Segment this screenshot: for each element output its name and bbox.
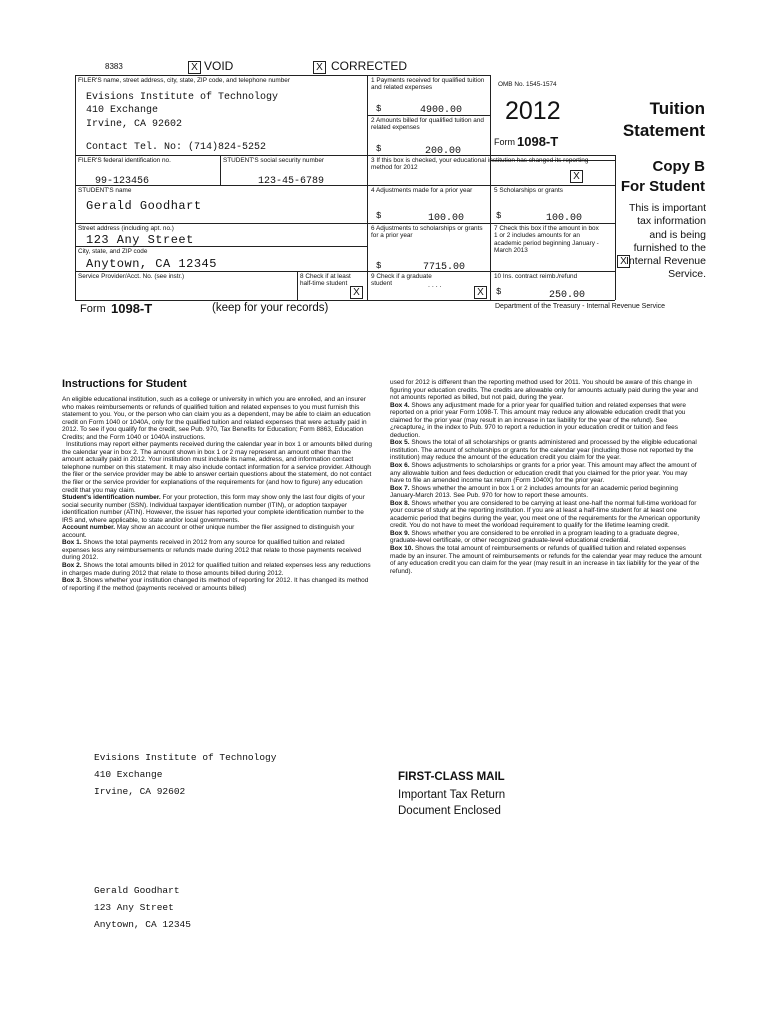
box3-checkbox[interactable]: X <box>570 170 583 183</box>
instr-box2-head: Box 2. <box>62 562 82 570</box>
instr-box5: Box 5. Shows the total of all scholarships or grants administered and processed by the eligible educational institution. The amount of scholarships or grants for the calendar year (including those not reported by the institution) may reduce the amount of the education credit you claim for the year. <box>390 439 697 462</box>
instr-box9: Box 9. Shows whether you are considered to be enrolled in a program leading to a graduate degree, graduate-level certificate, or other recognized graduate-level educational credential. <box>390 529 680 545</box>
box5-label: 5 Scholarships or grants <box>494 187 563 194</box>
instr-box8-head: Box 8. <box>390 499 410 507</box>
filer-label: FILER'S name, street address, city, state, ZIP code, and telephone number <box>78 77 290 84</box>
instr-box6: Box 6. Shows adjustments to scholarships or grants for a prior year. This amount may affect the amount of any allowable tuition and fees deduction or education credit that you claimed for the prior year. You may have to file an amended income tax return (Form 1040X) for the prior year. <box>390 462 697 485</box>
box1-label: 1 Payments received for qualified tuition and related expenses <box>371 77 485 92</box>
instr-sin: Student's identification number. For your protection, this form may show only the last four digits of your social security number (SSN). Individual taxpayer identification number (ITIN), or adoption taxpayer identification number (ATIN). However, the issuer has reported your complete identification number to the IRS and, where applicable, to state and/or local governments. <box>62 494 365 524</box>
tax-year: 2012 <box>505 97 561 125</box>
instr-box3-cont: used for 2012 is different than the reporting method used for 2011. You should be aware of this change in figuring your education credits. The credits are allowable only for amounts actually paid during the year and not amounts reported as billed, but not paid, during the year. <box>390 379 699 402</box>
mail-notice-line2: Document Enclosed <box>398 805 501 817</box>
box5-divider <box>490 185 491 300</box>
row-divider-2 <box>75 185 615 186</box>
instr-account-head: Account number. <box>62 524 116 532</box>
mail-notice-line1: Important Tax Return <box>398 789 506 801</box>
form-top-border <box>75 75 490 76</box>
student-street: 123 Any Street <box>86 233 194 247</box>
recipient-address <box>94 882 191 933</box>
filer-fedid: 99-123456 <box>95 176 150 187</box>
instr-reporting: Institutions may report either payments received during the calendar year in box 1 or amounts billed during the calendar year in box 2. The amount shown in box 1 or 2 may represent an amount other than the amount actually paid in 2012. Your institution must include its name, address, and information contact telephone number on this statement. It may also include contact information for a service provider. Although the filer or the service provider may be able to answer certain questions about the statement, do not contact the filer or the service provider for explanations of the requirements for (and how to figure) any education credit that you may claim. <box>62 441 373 494</box>
instr-box5-head: Box 5. <box>390 439 410 447</box>
instr-box8: Box 8. Shows whether you are considered to be carrying at least one-half the normal full-time workload for your course of study at the reporting institution. If you are at least a half-time student for at least one academic period that begins during the year, you meet one of the requirements for the American opportunity credit. You do not have to meet the workload requirement to qualify for the lifetime learning credit. <box>390 499 701 530</box>
box9-checkbox[interactable]: X <box>474 286 487 299</box>
form-title-line2: Statement <box>622 121 705 140</box>
box9-label: 9 Check if a graduate student <box>371 273 432 288</box>
return-address-line3: Irvine, CA 92602 <box>94 786 186 797</box>
box3-label: 3 If this box is checked, your educational institution has changed its reporting method for 2012 <box>371 157 589 172</box>
box8-divider <box>297 271 298 300</box>
student-city-label: City, state, and ZIP code <box>78 248 148 255</box>
box6-value: 7715.00 <box>423 262 466 273</box>
instr-intro: An eligible educational institution, such as a college or university in which you are enrolled, and an insurer who makes reimbursements or refunds of qualified tuition and related expenses to you must furnish this statement to you. You, or the person who can claim you as a dependent, may be able to claim an education credit on Form 1040 or 1040A, only for the qualified tuition and related expenses that were actually paid in 2012. To see if you qualify for the credit, see Pub. 970, Tax Benefits for Education; Form 8863, Education Credits; and the Form 1040 or 1040A instructions. <box>62 396 371 441</box>
box2-dollar: $ <box>376 144 382 154</box>
row-divider-1 <box>75 155 615 156</box>
form-name: 1098-T <box>517 134 559 149</box>
mid-divider <box>367 75 368 300</box>
instructions-left-column <box>62 396 373 592</box>
copy-line2: For Student <box>620 178 705 195</box>
omb-number: OMB No. 1545-1574 <box>498 81 557 88</box>
form-prefix: Form <box>494 137 515 147</box>
filer-contact: Contact Tel. No: (714)824-5252 <box>86 142 267 153</box>
box7-label: 7 Check this box if the amount in box 1 or 2 includes amounts for an academic period beginning January - March 2013 <box>494 225 599 254</box>
instr-box7-head: Box 7. <box>390 484 410 492</box>
instructions-right-column <box>390 379 702 575</box>
treasury-dept: Department of the Treasury - Internal Revenue Service <box>495 303 666 310</box>
row-divider-3 <box>75 223 615 224</box>
instr-box9-head: Box 9. <box>390 529 410 537</box>
box1-value: 4900.00 <box>420 105 463 116</box>
filer-city: Irvine, CA 92602 <box>86 119 183 130</box>
box4-dollar: $ <box>376 211 382 221</box>
instr-box6-head: Box 6. <box>390 462 410 470</box>
form-left-border <box>75 75 76 300</box>
box8-label: 8 Check if at least half-time student <box>300 273 351 288</box>
instr-box3: Box 3. Shows whether your institution changed its method of reporting for 2012. It has changed its method of reporting if the method (payments received or amounts billed) <box>62 577 369 592</box>
box10-label: 10 Ins. contract reimb./refund <box>494 273 578 280</box>
box5-value: 100.00 <box>546 213 583 224</box>
footer-form-name: 1098-T <box>111 301 153 316</box>
box1-dollar: $ <box>376 104 382 114</box>
box10-dollar: $ <box>496 287 502 297</box>
box2-label: 2 Amounts billed for qualified tuition and related expenses <box>371 117 484 132</box>
footer-form-prefix: Form <box>80 303 106 315</box>
student-street-label: Street address (including apt. no.) <box>78 225 174 232</box>
fedid-divider <box>220 155 221 185</box>
corrected-checkbox[interactable]: X <box>313 61 326 74</box>
instr-box4-head: Box 4. <box>390 401 410 409</box>
filer-name: Evisions Institute of Technology <box>86 92 279 103</box>
instr-box2: Box 2. Shows the total amounts billed in 2012 for qualified tuition and related expenses less any reductions in charges made during 2012 that relate to those amounts billed during 2012. <box>62 562 371 577</box>
void-label: VOID <box>204 59 234 73</box>
form-right-border <box>615 155 616 300</box>
box4-value: 100.00 <box>428 213 465 224</box>
void-checkbox[interactable]: X <box>188 61 201 74</box>
instr-sin-head: Student's identification number. <box>62 494 161 502</box>
form-bottom-border <box>75 300 615 301</box>
instr-box10-head: Box 10. <box>390 545 414 553</box>
return-address <box>94 749 276 800</box>
box8-checkbox[interactable]: X <box>350 286 363 299</box>
mail-notice <box>398 787 505 819</box>
recipient-address-line1: Gerald Goodhart <box>94 885 180 896</box>
student-ssn-label: STUDENT'S social security number <box>223 157 325 164</box>
corrected-label: CORRECTED <box>331 59 408 73</box>
student-city: Anytown, CA 12345 <box>86 257 217 271</box>
instr-box10: Box 10. Shows the total amount of reimbursements or refunds of qualified tuition and related expenses made by an insurer. The amount of reimbursements or refunds for the calendar year may reduce the amount of any education credit you can claim for the year (may result in an increase in tax liability for the year of the refund). <box>390 545 702 575</box>
first-class-mail: FIRST-CLASS MAIL <box>398 771 505 783</box>
student-ssn: 123-45-6789 <box>258 176 325 187</box>
recipient-address-line3: Anytown, CA 12345 <box>94 919 191 930</box>
box4-label: 4 Adjustments made for a prior year <box>371 187 473 194</box>
instr-box1-head: Box 1. <box>62 539 82 547</box>
form-title <box>620 98 705 142</box>
row-divider-4 <box>75 271 615 272</box>
filer-street: 410 Exchange <box>86 105 159 116</box>
instr-box3-head: Box 3. <box>62 577 82 585</box>
box9-dots: . . . . <box>428 282 442 289</box>
filer-fedid-label: FILER'S federal identification no. <box>78 157 171 164</box>
keep-records: (keep for your records) <box>212 302 329 314</box>
instr-box7: Box 7. Shows whether the amount in box 1 or 2 includes amounts for an academic period beginning January-March 2013. See Pub. 970 for how to report these amounts. <box>390 484 678 500</box>
return-address-line2: 410 Exchange <box>94 769 163 780</box>
instructions-title: Instructions for Student <box>62 378 187 390</box>
student-name-label: STUDENT'S name <box>78 187 132 194</box>
box6-dollar: $ <box>376 261 382 271</box>
box7-checkbox[interactable]: X <box>617 255 630 268</box>
box5-dollar: $ <box>496 211 502 221</box>
student-name: Gerald Goodhart <box>86 199 202 213</box>
copy-line1: Copy B <box>652 158 705 175</box>
box2-value: 200.00 <box>425 146 462 157</box>
form-title-line1: Tuition <box>649 99 705 118</box>
important-note: This is important tax information and is being furnished to the Internal Revenue Service. <box>626 202 706 281</box>
account-label: Service Provider/Acct. No. (see instr.) <box>78 273 185 280</box>
copy-label <box>618 157 705 197</box>
instr-box1: Box 1. Shows the total payments received in 2012 from any source for qualified tuition and related expenses less any reimbursements or refunds made during 2012 that relate to those payments received during 2012. <box>62 539 362 562</box>
box10-value: 250.00 <box>549 290 586 301</box>
instr-box4: Box 4. Shows any adjustment made for a prior year for qualified tuition and related expenses that were reported on a prior year Form 1098-T. This amount may reduce any allowable education credit that you claimed for the prior year (may result in an increase in tax liability for the year of the refund). See ¿recapture¿ in the index to Pub. 970 to report a reduction in your education credit or tuition and fees deduction. <box>390 401 686 439</box>
instr-account: Account number. May show an account or other unique number the filer assigned to distinguish your account. <box>62 524 355 539</box>
recipient-address-line2: 123 Any Street <box>94 902 174 913</box>
form-code: 8383 <box>105 62 123 71</box>
box6-label: 6 Adjustments to scholarships or grants for a prior year <box>371 225 483 240</box>
return-address-line1: Evisions Institute of Technology <box>94 752 277 763</box>
